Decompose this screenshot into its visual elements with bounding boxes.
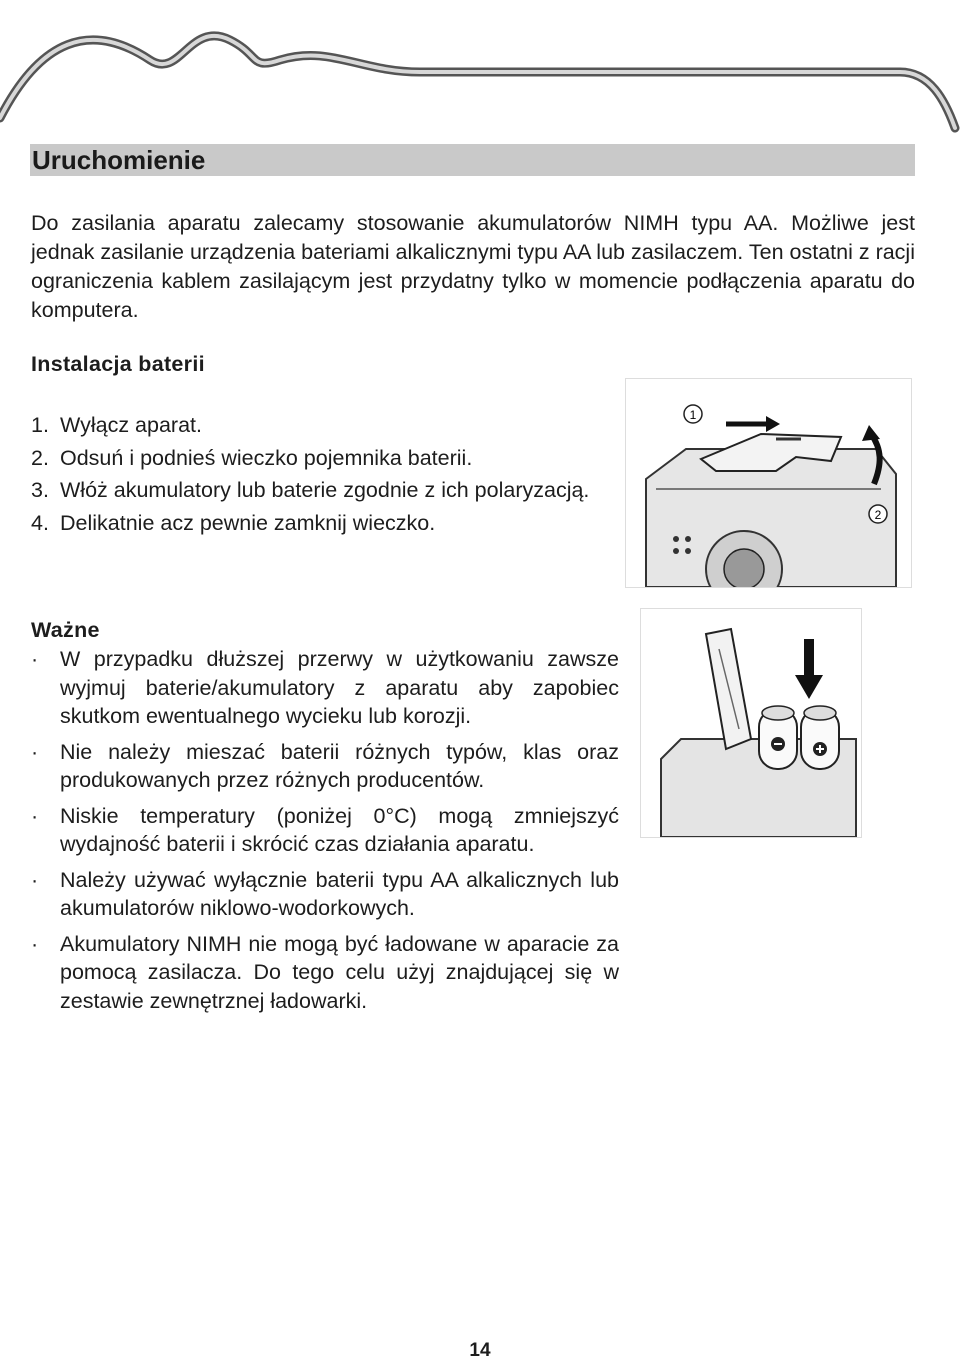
list-item <box>31 442 621 475</box>
step-text: Odsuń i podnieś wieczko pojemnika baterii. <box>60 445 473 470</box>
battery-insert-illustration <box>640 608 862 838</box>
list-item <box>31 930 619 1016</box>
battery-cover-open-illustration <box>625 378 912 588</box>
important-heading: Ważne <box>31 618 100 642</box>
step-number: 1. <box>31 413 49 437</box>
battery-install-steps <box>31 409 621 539</box>
list-item <box>31 474 621 507</box>
note-text: W przypadku dłuższej przerwy w użytkowaniu zawsze wyjmuj baterie/akumulatory z aparatu aby zapobiec skutkom ewentualnego wycieku lub korozji. <box>60 647 619 728</box>
step-text: Włóż akumulatory lub baterie zgodnie z ich polaryzacją. <box>60 478 590 502</box>
bullet: · <box>31 867 39 892</box>
list-item <box>31 738 619 795</box>
page-title: Uruchomienie <box>32 145 206 175</box>
note-text: Należy używać wyłącznie baterii typu AA alkalicznych lub akumulatorów niklowo-wodorkowych. <box>60 867 619 920</box>
bullet: · <box>31 647 39 671</box>
section-title-bar <box>30 144 915 176</box>
step-marker-2: 2 <box>874 508 882 522</box>
list-item <box>31 507 621 540</box>
battery-install-heading: Instalacja baterii <box>31 352 205 376</box>
bullet: · <box>31 931 39 956</box>
list-item <box>31 645 619 731</box>
list-item <box>31 802 619 859</box>
step-number: 3. <box>31 478 49 502</box>
step-marker-1: 1 <box>689 408 697 422</box>
step-text: Wyłącz aparat. <box>60 413 202 437</box>
note-text: Niskie temperatury (poniżej 0°C) mogą zmniejszyć wydajność baterii i skrócić czas działania aparatu. <box>60 803 619 856</box>
list-item <box>31 409 621 442</box>
bullet: · <box>31 739 39 764</box>
step-number: 2. <box>31 445 49 470</box>
note-text: Akumulatory NIMH nie mogą być ładowane w aparacie za pomocą zasilacza. Do tego celu użyj znajdującej się w zestawie zewnętrznej ładowarki. <box>60 931 619 1013</box>
page-number: 14 <box>469 1340 491 1361</box>
header-swoosh-decoration <box>0 0 960 135</box>
list-item <box>31 866 619 923</box>
step-number: 4. <box>31 510 49 535</box>
step-text: Delikatnie acz pewnie zamknij wieczko. <box>60 510 436 535</box>
intro-paragraph: Do zasilania aparatu zalecamy stosowanie akumulatorów NIMH typu AA. Możliwe jest jednak zasilanie urządzenia bateriami alkalicznymi typu AA lub zasilaczem. Ten ostatni z racji ograniczenia kablem zasilającym jest przydatny tylko w momencie podłączenia aparatu do komputera. <box>31 211 915 322</box>
important-notes-list <box>31 645 619 1022</box>
bullet: · <box>31 803 39 828</box>
note-text: Nie należy mieszać baterii różnych typów, klas oraz produkowanych przez różnych producentów. <box>60 739 619 792</box>
